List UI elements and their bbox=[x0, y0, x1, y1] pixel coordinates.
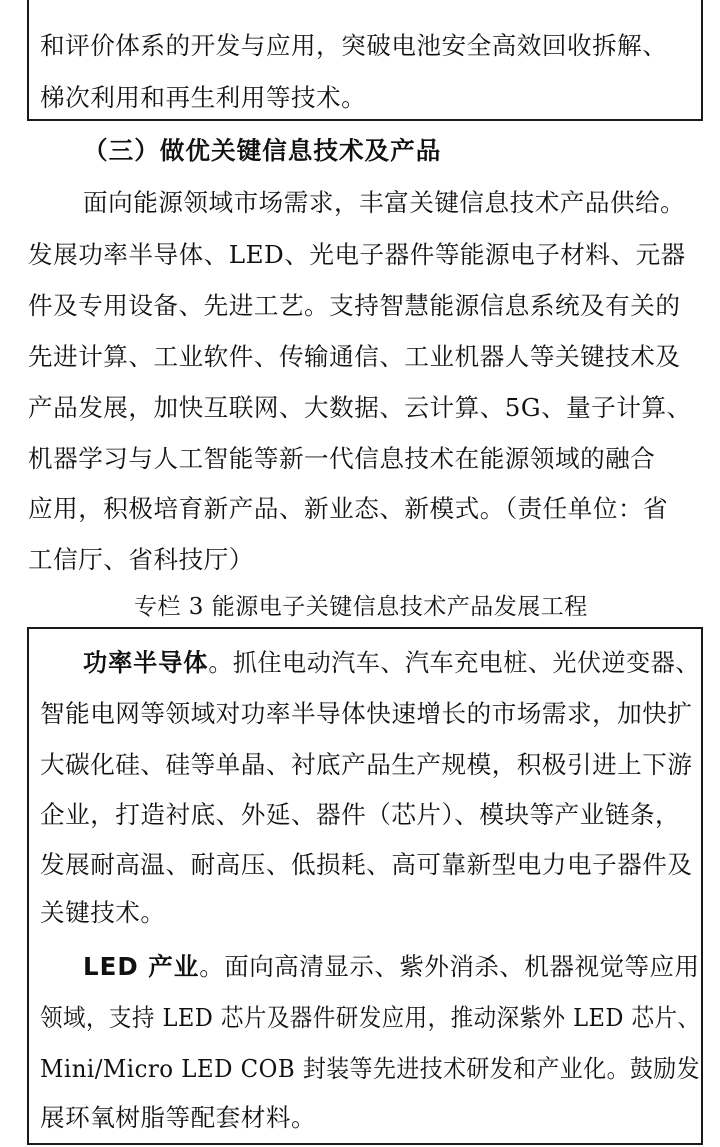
paragraph-line: 面向能源领域市场需求，丰富关键信息技术产品供给。 bbox=[83, 188, 686, 217]
section-heading: （三）做优关键信息技术及产品 bbox=[83, 136, 442, 165]
item1-first-text: 。抓住电动汽车、汽车充电桩、光伏逆变器、 bbox=[208, 648, 700, 677]
item2-title: LED 产业 bbox=[83, 952, 200, 981]
box1-line: 和评价体系的开发与应用，突破电池安全高效回收拆解、 bbox=[40, 31, 668, 60]
paragraph-line: 发展功率半导体、LED、光电子器件等能源电子材料、元器 bbox=[28, 240, 686, 269]
item2-first-text: 。面向高清显示、紫外消杀、机器视觉等应用 bbox=[199, 952, 700, 981]
box2-line: 企业，打造衬底、外延、器件（芯片）、模块等产业链条， bbox=[40, 800, 681, 829]
box2-line: 发展耐高温、耐高压、低损耗、高可靠新型电力电子器件及 bbox=[40, 850, 693, 879]
column-caption: 专栏 3 能源电子关键信息技术产品发展工程 bbox=[134, 594, 588, 620]
paragraph-line: 先进计算、工业软件、传输通信、工业机器人等关键技术及 bbox=[28, 342, 681, 371]
box2-line: 领域，支持 LED 芯片及器件研发应用，推动深紫外 LED 芯片、 bbox=[40, 1003, 701, 1032]
box1-line: 梯次利用和再生利用等技术。 bbox=[40, 83, 367, 112]
paragraph-line: 机器学习与人工智能等新一代信息技术在能源领域的融合 bbox=[28, 444, 656, 473]
box2-line: 关键技术。 bbox=[40, 898, 166, 927]
paragraph-line: 件及专用设备、先进工艺。支持智慧能源信息系统及有关的 bbox=[28, 291, 681, 320]
item1-title: 功率半导体 bbox=[83, 648, 209, 677]
box2-item1-first-line bbox=[83, 648, 700, 678]
box2-line: 智能电网等领域对功率半导体快速增长的市场需求，加快扩 bbox=[40, 699, 693, 728]
paragraph-line: 工信厅、省科技厅） bbox=[28, 545, 254, 574]
box2-line: Mini/Micro LED COB 封装等先进技术研发和产业化。鼓励发 bbox=[40, 1054, 701, 1083]
box2-item2-first-line bbox=[83, 952, 700, 982]
paragraph-line: 产品发展，加快互联网、大数据、云计算、5G、量子计算、 bbox=[28, 393, 692, 422]
box2-line: 大碳化硅、硅等单晶、衬底产品生产规模，积极引进上下游 bbox=[40, 750, 693, 779]
paragraph-line: 应用，积极培育新产品、新业态、新模式。（责任单位：省 bbox=[28, 494, 669, 523]
box2-line: 展环氧树脂等配套材料。 bbox=[40, 1103, 317, 1132]
